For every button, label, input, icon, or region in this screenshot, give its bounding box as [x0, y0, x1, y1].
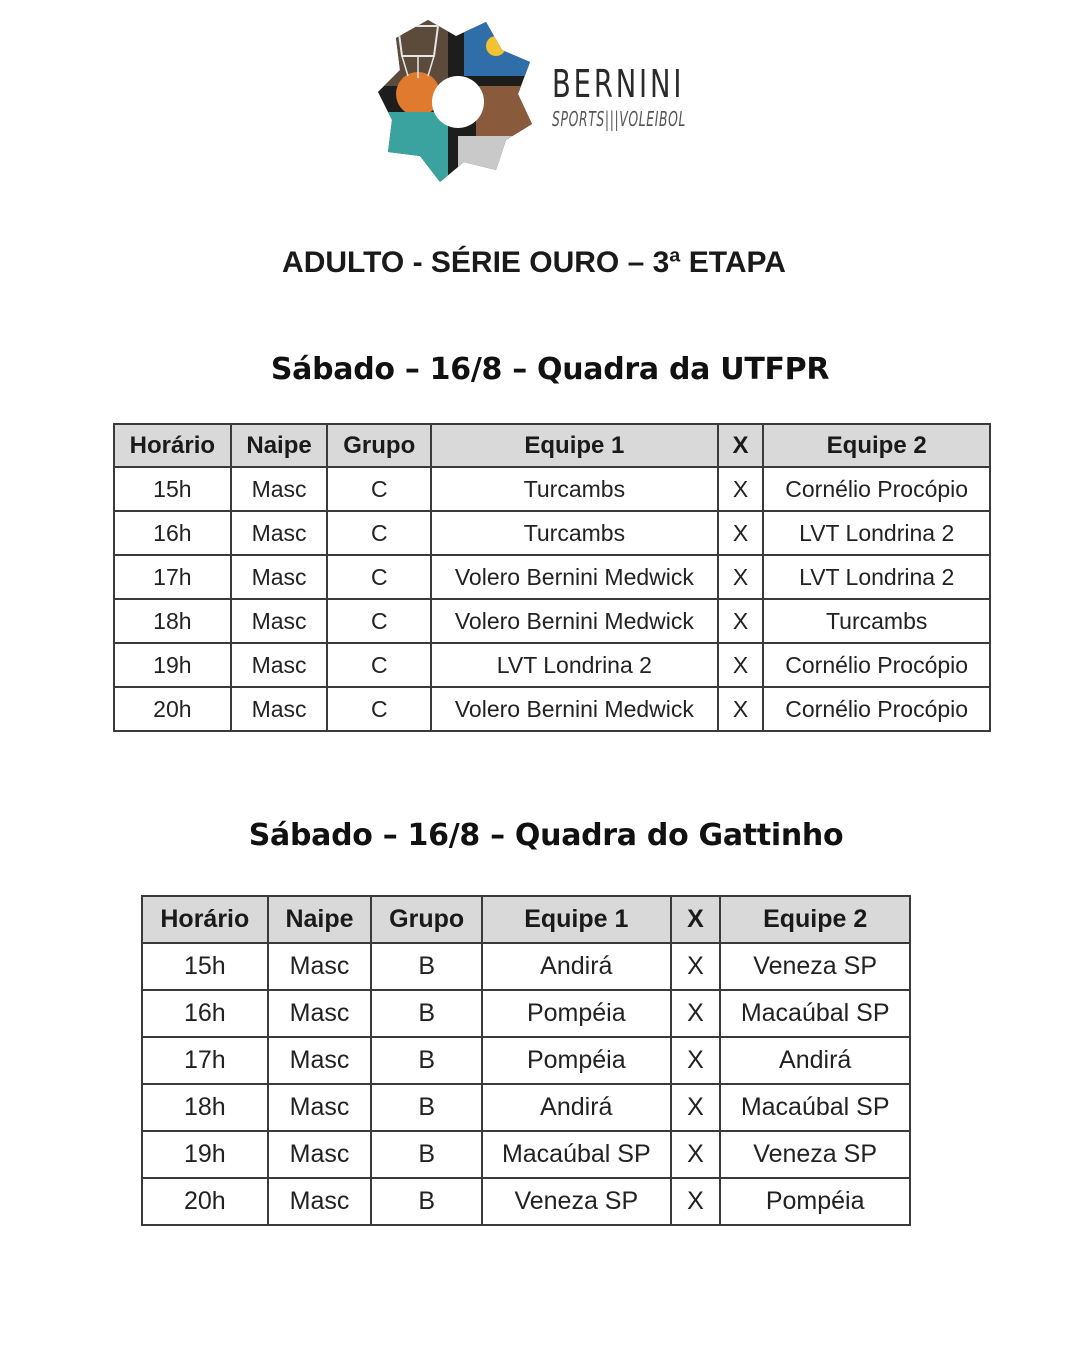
cell-naipe: Masc — [268, 1037, 372, 1084]
cell-naipe: Masc — [231, 643, 328, 687]
table-row — [114, 555, 990, 599]
cell-x: X — [671, 943, 721, 990]
cell-equipe-2: LVT Londrina 2 — [763, 511, 990, 555]
header-equipe-2: Equipe 2 — [763, 424, 990, 467]
cell-x: X — [671, 1084, 721, 1131]
cell-equipe-1: Veneza SP — [482, 1178, 671, 1225]
cell-equipe-1: Turcambs — [431, 467, 718, 511]
cell-horario: 19h — [114, 643, 231, 687]
cell-x: X — [671, 1178, 721, 1225]
cell-x: X — [718, 599, 764, 643]
cell-naipe: Masc — [231, 511, 328, 555]
cell-equipe-1: Turcambs — [431, 511, 718, 555]
schedule-table-utfpr — [113, 423, 991, 732]
table-row — [142, 1178, 910, 1225]
table-header-row — [142, 896, 910, 943]
document-title: ADULTO - SÉRIE OURO – 3ª ETAPA — [282, 246, 786, 279]
cell-equipe-2: Pompéia — [720, 1178, 910, 1225]
section-heading-utfpr: Sábado – 16/8 – Quadra da UTFPR — [270, 352, 830, 387]
cell-equipe-1: Volero Bernini Medwick — [431, 555, 718, 599]
cell-x: X — [671, 1131, 721, 1178]
cell-equipe-1: Andirá — [482, 943, 671, 990]
cell-naipe: Masc — [268, 990, 372, 1037]
cell-grupo: B — [371, 1084, 482, 1131]
header-naipe: Naipe — [268, 896, 372, 943]
header-grupo: Grupo — [327, 424, 431, 467]
table-row — [142, 1131, 910, 1178]
schedule-table-gattinho — [141, 895, 911, 1226]
cell-grupo: C — [327, 599, 431, 643]
cell-equipe-2: Cornélio Procópio — [763, 467, 990, 511]
table-row — [142, 1084, 910, 1131]
table-row — [114, 511, 990, 555]
cell-grupo: C — [327, 643, 431, 687]
cell-equipe-1: Andirá — [482, 1084, 671, 1131]
header-equipe-1: Equipe 1 — [431, 424, 718, 467]
section-heading-gattinho: Sábado – 16/8 – Quadra do Gattinho — [248, 818, 844, 853]
cell-equipe-2: Cornélio Procópio — [763, 643, 990, 687]
cell-equipe-2: Veneza SP — [720, 1131, 910, 1178]
cell-horario: 20h — [114, 687, 231, 731]
cell-equipe-2: Cornélio Procópio — [763, 687, 990, 731]
header-grupo: Grupo — [371, 896, 482, 943]
cell-horario: 16h — [114, 511, 231, 555]
logo-brand-subtitle: SPORTS|||VOLEIBOL — [552, 107, 687, 131]
cell-grupo: B — [371, 1178, 482, 1225]
header-horario: Horário — [142, 896, 268, 943]
cell-equipe-1: Volero Bernini Medwick — [431, 687, 718, 731]
cell-x: X — [718, 643, 764, 687]
cell-equipe-2: Veneza SP — [720, 943, 910, 990]
cell-horario: 15h — [142, 943, 268, 990]
cell-horario: 17h — [142, 1037, 268, 1084]
cell-grupo: B — [371, 943, 482, 990]
cell-naipe: Masc — [231, 555, 328, 599]
header-equipe-1: Equipe 1 — [482, 896, 671, 943]
cell-x: X — [718, 687, 764, 731]
cell-equipe-2: Macaúbal SP — [720, 1084, 910, 1131]
cell-horario: 17h — [114, 555, 231, 599]
cell-horario: 15h — [114, 467, 231, 511]
cell-horario: 16h — [142, 990, 268, 1037]
cell-equipe-2: Macaúbal SP — [720, 990, 910, 1037]
cell-grupo: C — [327, 687, 431, 731]
table-row — [114, 467, 990, 511]
cell-grupo: C — [327, 511, 431, 555]
cell-naipe: Masc — [268, 943, 372, 990]
table-row — [114, 687, 990, 731]
cell-naipe: Masc — [231, 467, 328, 511]
cell-naipe: Masc — [268, 1084, 372, 1131]
cell-equipe-2: Andirá — [720, 1037, 910, 1084]
cell-x: X — [718, 555, 764, 599]
table-row — [142, 990, 910, 1037]
table-header-row — [114, 424, 990, 467]
cell-x: X — [718, 467, 764, 511]
table-row — [142, 1037, 910, 1084]
cell-horario: 18h — [142, 1084, 268, 1131]
cell-horario: 20h — [142, 1178, 268, 1225]
table-row — [114, 643, 990, 687]
cell-equipe-1: Pompéia — [482, 990, 671, 1037]
header-x: X — [671, 896, 721, 943]
cell-x: X — [718, 511, 764, 555]
cell-equipe-1: Macaúbal SP — [482, 1131, 671, 1178]
cell-x: X — [671, 1037, 721, 1084]
logo-brand-name: BERNINI — [552, 62, 685, 106]
table-row — [142, 943, 910, 990]
cell-horario: 19h — [142, 1131, 268, 1178]
cell-grupo: B — [371, 1037, 482, 1084]
cell-equipe-1: LVT Londrina 2 — [431, 643, 718, 687]
header-naipe: Naipe — [231, 424, 328, 467]
table-row — [114, 599, 990, 643]
cell-equipe-2: LVT Londrina 2 — [763, 555, 990, 599]
header-horario: Horário — [114, 424, 231, 467]
cell-equipe-1: Pompéia — [482, 1037, 671, 1084]
cell-grupo: C — [327, 467, 431, 511]
cell-naipe: Masc — [268, 1131, 372, 1178]
cell-naipe: Masc — [231, 687, 328, 731]
bernini-logo — [362, 10, 712, 180]
cell-grupo: B — [371, 1131, 482, 1178]
cell-horario: 18h — [114, 599, 231, 643]
cell-grupo: B — [371, 990, 482, 1037]
cell-equipe-1: Volero Bernini Medwick — [431, 599, 718, 643]
cell-x: X — [671, 990, 721, 1037]
cell-grupo: C — [327, 555, 431, 599]
header-equipe-2: Equipe 2 — [720, 896, 910, 943]
cell-equipe-2: Turcambs — [763, 599, 990, 643]
bernini-logo-mark-icon — [378, 16, 534, 184]
cell-naipe: Masc — [231, 599, 328, 643]
cell-naipe: Masc — [268, 1178, 372, 1225]
header-x: X — [718, 424, 764, 467]
